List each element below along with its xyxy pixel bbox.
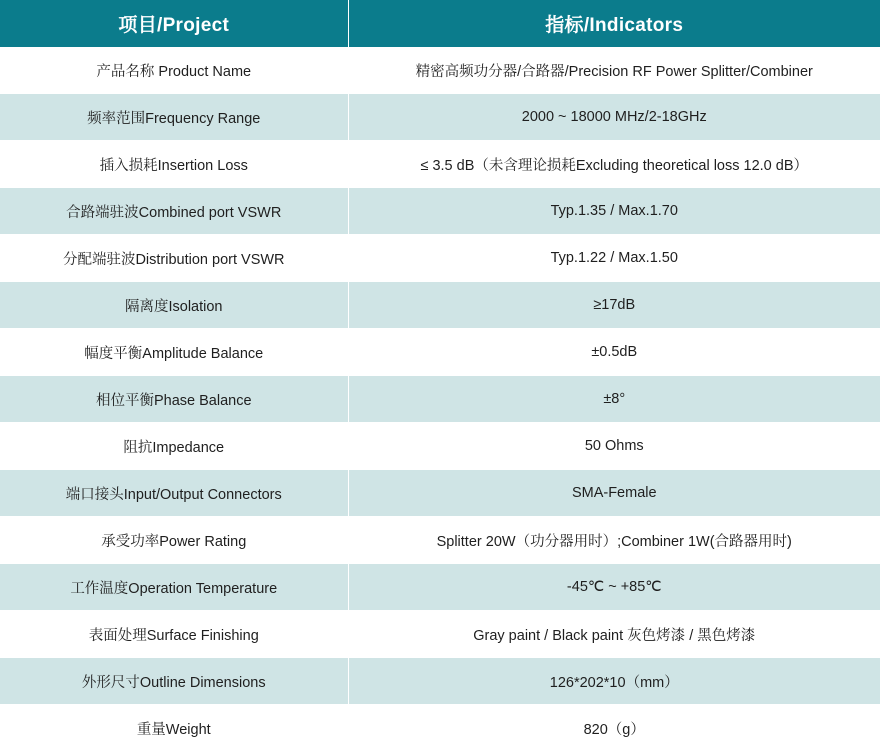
table-row (0, 517, 880, 564)
table-header (0, 0, 880, 47)
column-header-project: 项目/Project (0, 0, 348, 47)
table-row (0, 658, 880, 705)
cell-indicator: 2000 ~ 18000 MHz/2-18GHz (348, 94, 880, 141)
cell-project: 频率范围Frequency Range (0, 94, 348, 141)
cell-indicator: 820（g） (348, 705, 880, 751)
table-row (0, 611, 880, 658)
table-row (0, 141, 880, 188)
table-body (0, 47, 880, 751)
cell-indicator: Typ.1.35 / Max.1.70 (348, 188, 880, 235)
table-row (0, 94, 880, 141)
cell-indicator: Typ.1.22 / Max.1.50 (348, 235, 880, 282)
cell-indicator: SMA-Female (348, 470, 880, 517)
table-row (0, 705, 880, 751)
table-row (0, 423, 880, 470)
table-row (0, 282, 880, 329)
cell-project: 分配端驻波Distribution port VSWR (0, 235, 348, 282)
cell-project: 合路端驻波Combined port VSWR (0, 188, 348, 235)
cell-indicator: 精密高频功分器/合路器/Precision RF Power Splitter/Combiner (348, 47, 880, 94)
cell-indicator: ±0.5dB (348, 329, 880, 376)
cell-indicator: 126*202*10（mm） (348, 658, 880, 705)
cell-project: 相位平衡Phase Balance (0, 376, 348, 423)
table-row (0, 188, 880, 235)
cell-project: 工作温度Operation Temperature (0, 564, 348, 611)
cell-project: 表面处理Surface Finishing (0, 611, 348, 658)
table-row (0, 470, 880, 517)
table-row (0, 235, 880, 282)
cell-project: 隔离度Isolation (0, 282, 348, 329)
cell-project: 产品名称 Product Name (0, 47, 348, 94)
cell-indicator: 50 Ohms (348, 423, 880, 470)
cell-project: 端口接头Input/Output Connectors (0, 470, 348, 517)
table-row (0, 47, 880, 94)
cell-indicator: ±8° (348, 376, 880, 423)
column-header-indicators: 指标/Indicators (348, 0, 880, 47)
cell-project: 重量Weight (0, 705, 348, 751)
cell-indicator: Gray paint / Black paint 灰色烤漆 / 黑色烤漆 (348, 611, 880, 658)
cell-indicator: Splitter 20W（功分器用时）;Combiner 1W(合路器用时) (348, 517, 880, 564)
table-row (0, 329, 880, 376)
cell-project: 阻抗Impedance (0, 423, 348, 470)
cell-project: 插入损耗Insertion Loss (0, 141, 348, 188)
cell-indicator: ≥17dB (348, 282, 880, 329)
cell-project: 幅度平衡Amplitude Balance (0, 329, 348, 376)
cell-indicator: -45℃ ~ +85℃ (348, 564, 880, 611)
cell-project: 外形尺寸Outline Dimensions (0, 658, 348, 705)
table-row (0, 376, 880, 423)
table-row (0, 564, 880, 611)
table-header-row (0, 0, 880, 47)
cell-project: 承受功率Power Rating (0, 517, 348, 564)
cell-indicator: ≤ 3.5 dB（未含理论损耗Excluding theoretical loss 12.0 dB） (348, 141, 880, 188)
